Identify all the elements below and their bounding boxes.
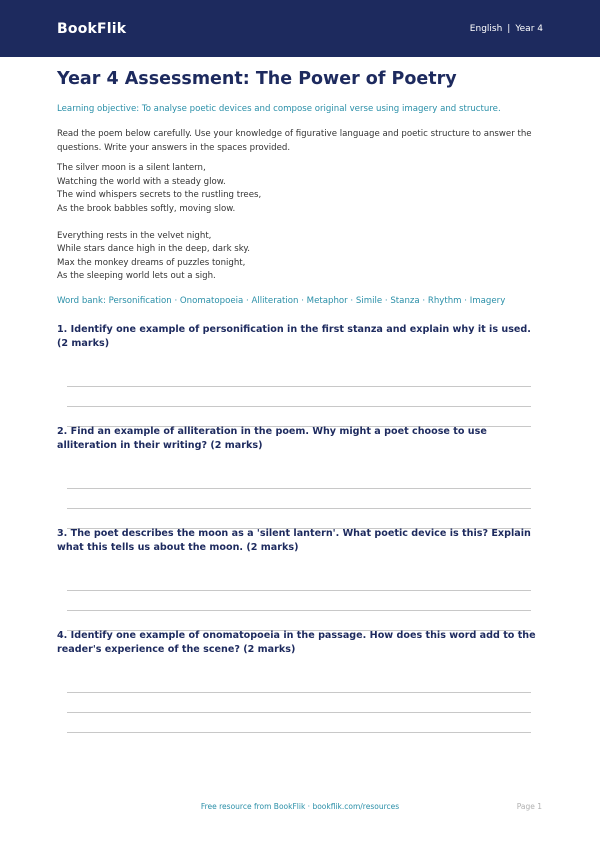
instructions-text: Read the poem below carefully. Use your knowledge of figurative language and poetic structure to answer the questions. Write your answers in the spaces provided. (57, 129, 532, 153)
word-bank: Word bank: Personification · Onomatopoeia · Alliteration · Metaphor · Simile · Stanza · Rhythm · Imagery (57, 295, 506, 306)
answer-line[interactable] (67, 732, 531, 733)
learning-objective: Learning objective: To analyse poetic devices and compose original verse using imagery and structure. (57, 104, 501, 114)
answer-line[interactable] (67, 406, 531, 407)
worksheet-intro (57, 57, 544, 307)
answer-line[interactable] (67, 712, 531, 713)
answer-line[interactable] (67, 386, 531, 387)
answer-line[interactable] (67, 692, 531, 693)
subject-label: English (469, 23, 503, 34)
question-3 (57, 527, 545, 555)
page-title: Year 4 Assessment: The Power of Poetry (57, 69, 457, 89)
answer-line[interactable] (67, 508, 531, 509)
page-header (0, 0, 600, 57)
poem-stanza-1 (57, 162, 544, 216)
answer-line[interactable] (67, 610, 531, 611)
question-2 (57, 425, 545, 453)
question-text: 2. Find an example of alliteration in the poem. Why might a poet choose to use alliteration in their writing? (2 marks) (57, 426, 487, 451)
question-text: 3. The poet describes the moon as a 'silent lantern'. What poetic device is this? Explain what this tells us about the moon. (2 marks) (57, 528, 531, 553)
brand-logo: BookFlik (57, 20, 127, 37)
poem-line: As the brook babbles softly, moving slow. (57, 203, 236, 214)
poem-line: While stars dance high in the deep, dark sky. (57, 244, 251, 254)
page-number: Page 1 (516, 802, 542, 811)
poem-line: As the sleeping world lets out a sigh. (57, 271, 216, 281)
answer-line[interactable] (67, 590, 531, 591)
poem-line: Max the monkey dreams of puzzles tonight, (57, 257, 246, 268)
separator: | (507, 23, 511, 34)
poem-line: Everything rests in the velvet night, (57, 230, 212, 241)
question-1 (57, 323, 545, 351)
poem-line: The wind whispers secrets to the rustling trees, (57, 190, 262, 200)
poem (57, 162, 544, 284)
answer-line[interactable] (67, 488, 531, 489)
year-label: Year 4 (515, 23, 543, 34)
question-4 (57, 629, 545, 657)
question-text: 1. Identify one example of personification in the first stanza and explain why it is used. (2 marks) (57, 324, 531, 349)
footer-resource-link[interactable]: Free resource from BookFlik · bookflik.com/resources (200, 802, 400, 811)
poem-line: Watching the world with a steady glow. (57, 176, 226, 187)
question-text: 4. Identify one example of onomatopoeia in the passage. How does this word add to the reader's experience of the scene? (2 marks) (57, 630, 536, 655)
poem-line: The silver moon is a silent lantern, (57, 163, 206, 173)
poem-stanza-2 (57, 230, 544, 284)
subject-year-label (470, 24, 543, 34)
